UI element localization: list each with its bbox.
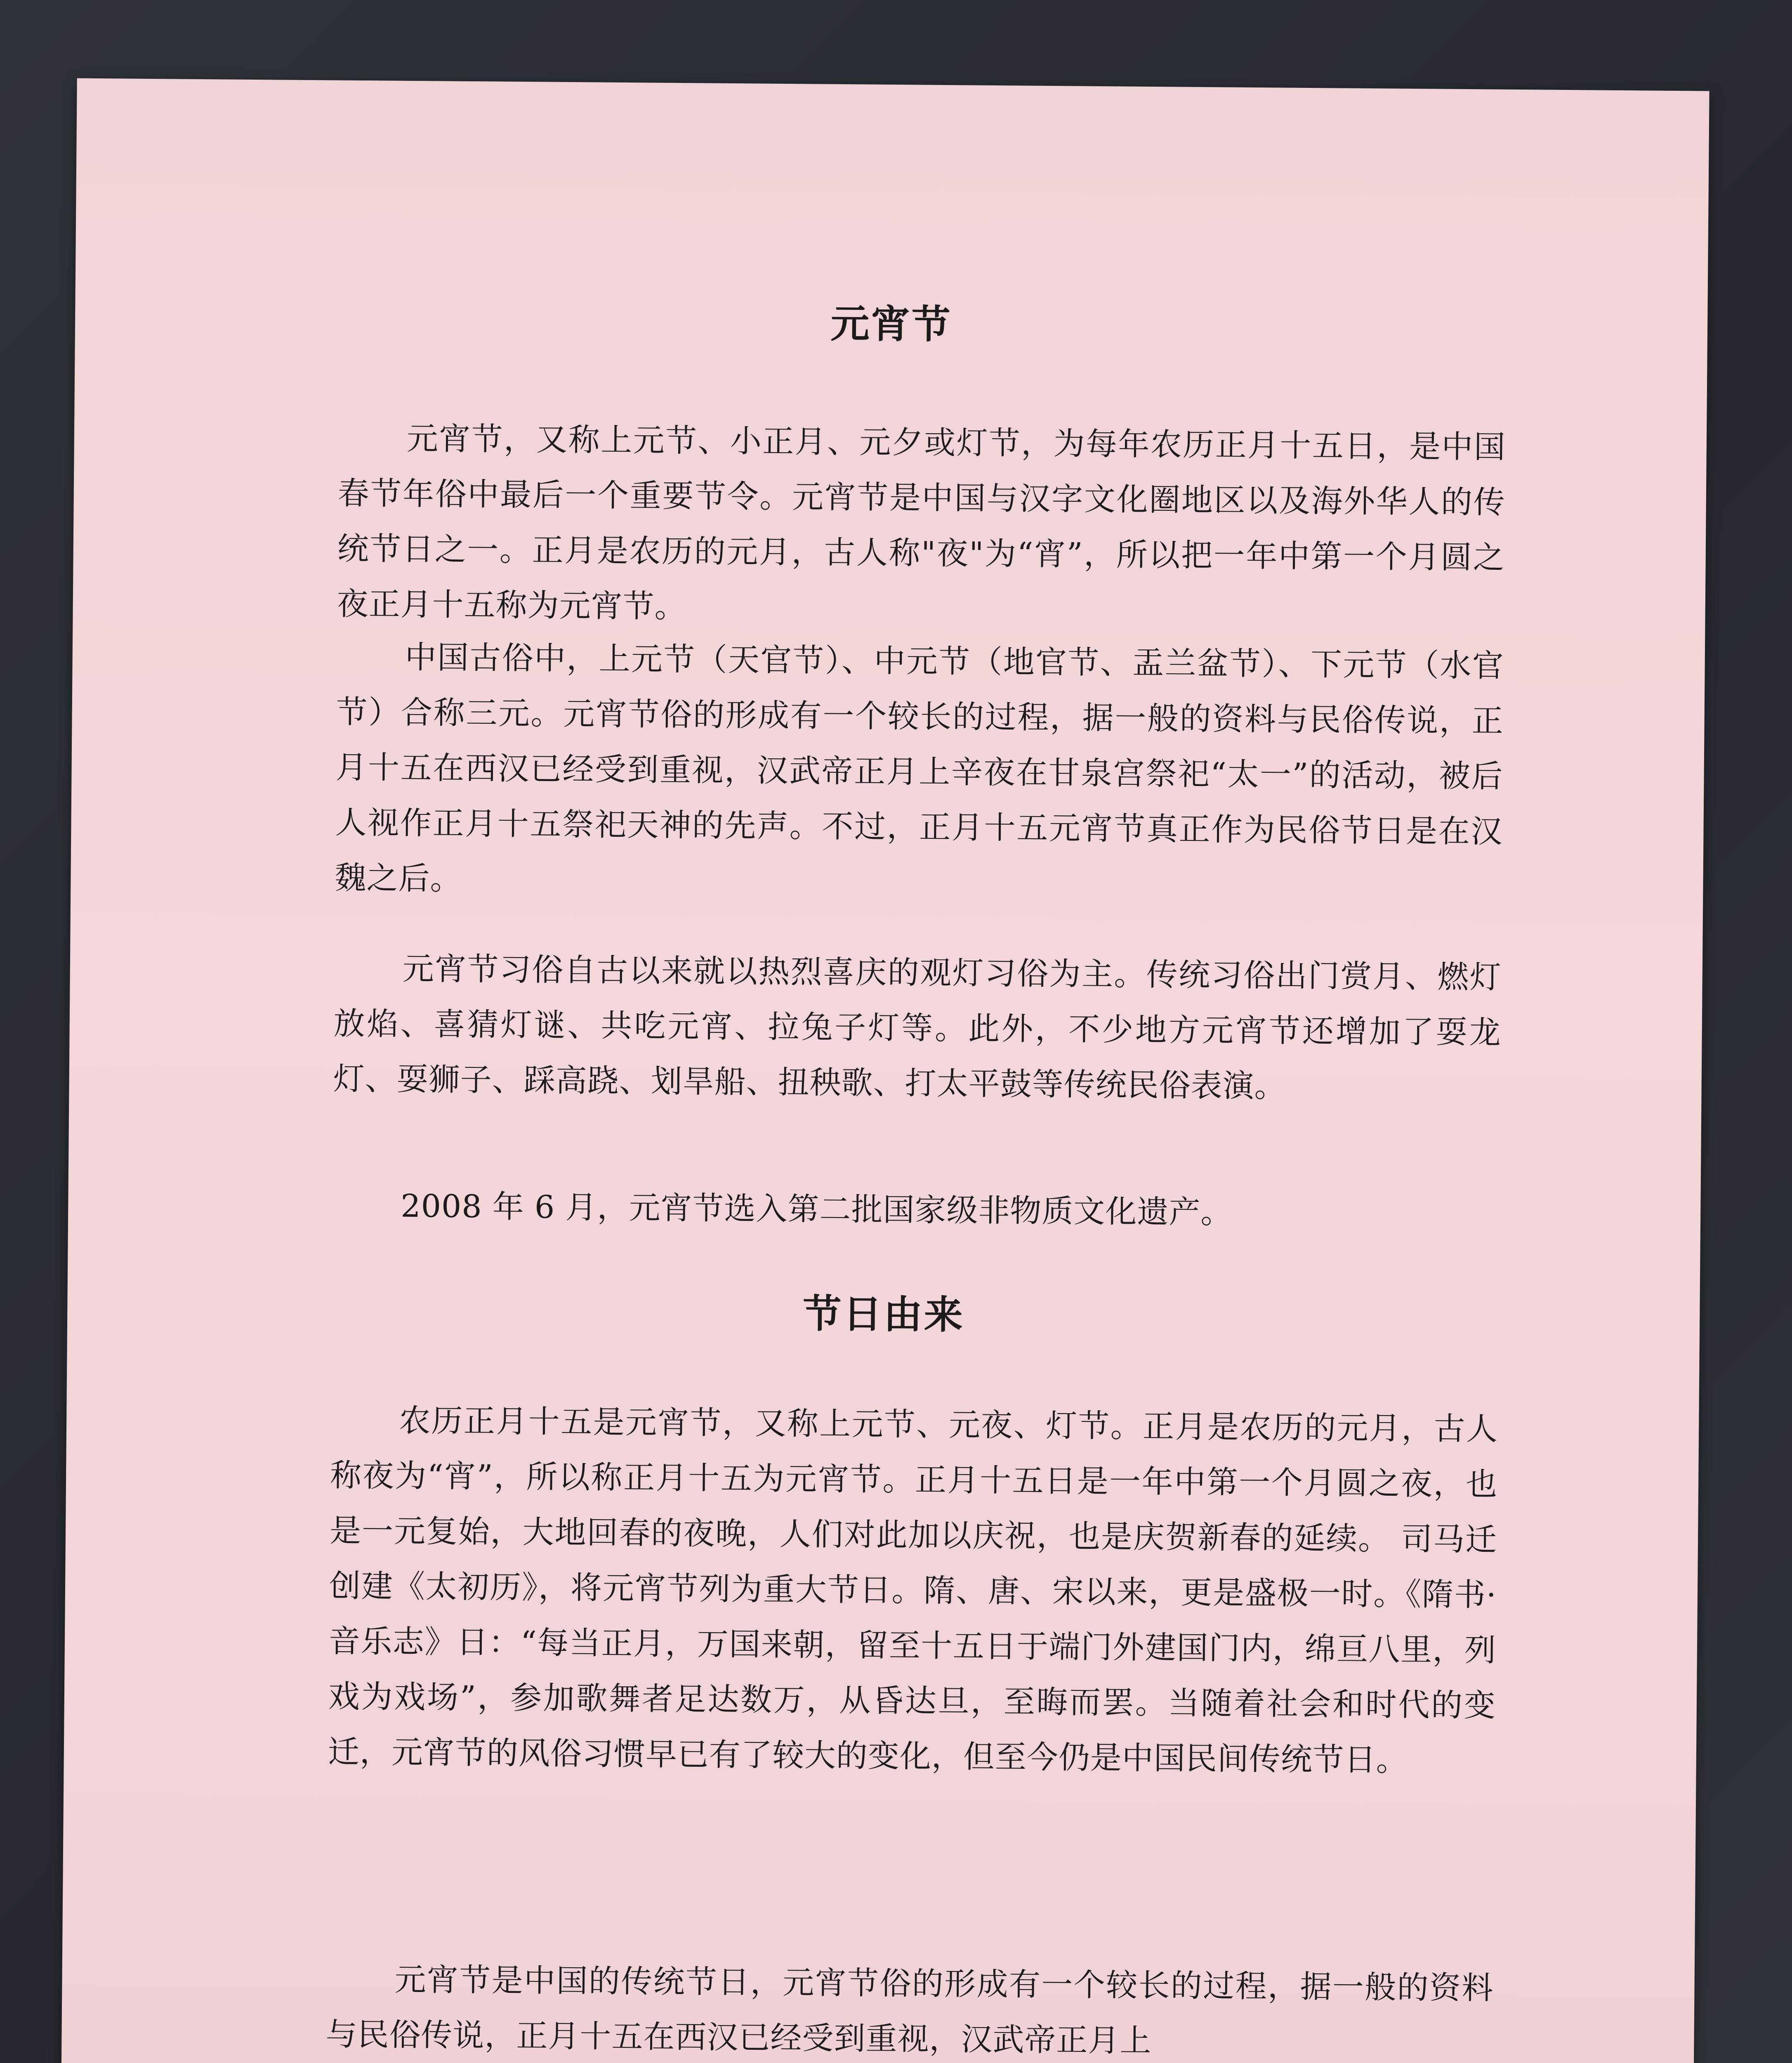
intro-paragraph-2: 中国古俗中，上元节（天官节）、中元节（地官节、盂兰盆节）、下元节（水官节）合称三元。元宵节俗的形成有一个较长的过程，据一般的资料与民俗传说，正月十五在西汉已经受到重视，汉武帝正月上辛夜在甘泉宫祭祀“太一”的活动，被后人视作正月十五祭祀天神的先声。不过，正月十五元宵节真正作为民俗节日是在汉魏之后。 [335,638,1504,897]
section-paragraph-1: 农历正月十五是元宵节，又称上元节、元夜、灯节。正月是农历的元月，古人称夜为“宵”，所以称正月十五为元宵节。正月十五日是一年中第一个月圆之夜，也是一元复始，大地回春的夜晚，人们对此加以庆祝，也是庆贺新春的延续。 司马迁创建《太初历》，将元宵节列为重大节日。隋、唐、宋以来，更是盛极一时。《隋书·音乐志》日：“每当正月，万国来朝，留至十五日于端门外建国门内，绵亘八里，列戏为戏场”，参加歌舞者足达数万，从昏达旦，至晦而罢。当随着社会和时代的变迁，元宵节的风俗习惯早已有了较大的变化，但至今仍是中国民间传统节日。 [328,1402,1498,1779]
section-title: 节日由来 [802,1291,965,1338]
paper-sheet [59,78,1709,2063]
document-content [59,78,1709,2063]
intro-paragraph-3: 元宵节习俗自古以来就以热烈喜庆的观灯习俗为主。传统习俗出门赏月、燃灯放焰、喜猜灯谜、共吃元宵、拉兔子灯等。此外，不少地方元宵节还增加了耍龙灯、耍狮子、踩高跷、划旱船、扭秧歌、打太平鼓等传统民俗表演。 [333,950,1502,1105]
section-paragraph-2: 元宵节是中国的传统节日，元宵节俗的形成有一个较长的过程，据一般的资料与民俗传说，正月十五在西汉已经受到重视，汉武帝正月上 [325,1961,1494,2059]
intro-paragraph-4: 2008 年 6 月，元宵节选入第二批国家级非物质文化遗产。 [400,1187,1233,1231]
document-title: 元宵节 [830,301,953,348]
intro-paragraph-1: 元宵节，又称上元节、小正月、元夕或灯节，为每年农历正月十五日，是中国春节年俗中最后一个重要节令。元宵节是中国与汉字文化圈地区以及海外华人的传统节日之一。正月是农历的元月，古人称"夜"为“宵”，所以把一年中第一个月圆之夜正月十五称为元宵节。 [337,420,1506,625]
